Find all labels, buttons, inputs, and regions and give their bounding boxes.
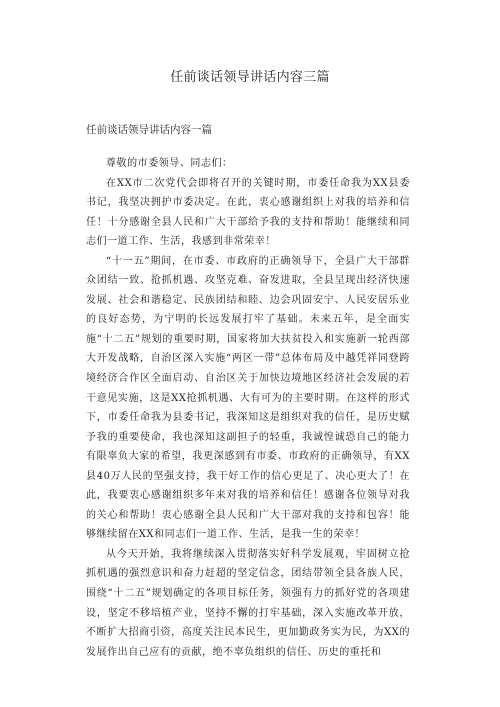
paragraph-1: 在XX市二次党代会即将召开的关键时期，市委任命我为XX县委书记，我坚决拥护市委决定。在此，衷心感谢组织上对我的培养和信任！十分感谢全县人民和广大干部给予我的支持和帮助！能继续和同志们一道工作、生活，我感到非常荣幸！ bbox=[86, 177, 410, 248]
paragraph-2: “十一五”期间，在市委、市政府的正确领导下，全县广大干部群众团结一致、抢抓机遇、攻坚克难、奋发进取，全县呈现出经济快速发展、社会和谐稳定、民族团结和睦、边会巩固安宁、人民安居乐业的良好态势，为宁明的长远发展打牢了基础。未来五年，是全面实施“十二五”规划的重要时期，国家将加大扶贫投入和实施新一轮西部大开发战略，自治区深入实施“两区一带”总体布局及中越凭祥同登跨境经济合作区全面启动、自治区关于加快边境地区经济社会发展的若干意见实施，这是XX抢抓机遇、大有可为的主要时期。在这样的形式下，市委任命我为县委书记，我深知这是组织对我的信任，是历史赋予我的重要使命，我也深知这副担子的轻重，我诚惶诚恐自己的能力有限辜负大家的希望，我更深感到有市委、市政府的正确领导，有XX县40万人民的坚强支持，我干好工作的信心更足了、决心更大了！在此，我要衷心感谢组织多年来对我的培养和信任！感谢各位领导对我的关心和帮助！衷心感谢全县人民和广大干部对我的支持和包容！能够继续留在XX和同志们一道工作、生活，是我一生的荣幸！ bbox=[86, 255, 410, 541]
document-body bbox=[86, 154, 410, 662]
salutation: 尊敬的市委领导、同志们： bbox=[106, 158, 233, 169]
section-title: 任前谈话领导讲话内容一篇 bbox=[86, 124, 212, 136]
document-title: 任前谈话领导讲话内容三篇 bbox=[170, 70, 330, 85]
paragraph-3: 从今天开始，我将继续深入贯彻落实好科学发展观，牢固树立抢抓机遇的强烈意识和奋力赶超的坚定信念，团结带领全县各族人民，围绕“十二五”规划确定的各项目标任务，领强有力的抓好党的各项建设，坚定不移培植产业，坚持不懈的打牢基础，深入实施改革开放，不断扩大招商引资，高度关注民本民生，更加勤政务实为民，为XX的发展作出自己应有的贡献，绝不辜负组织的信任、历史的重托和 bbox=[86, 548, 410, 658]
